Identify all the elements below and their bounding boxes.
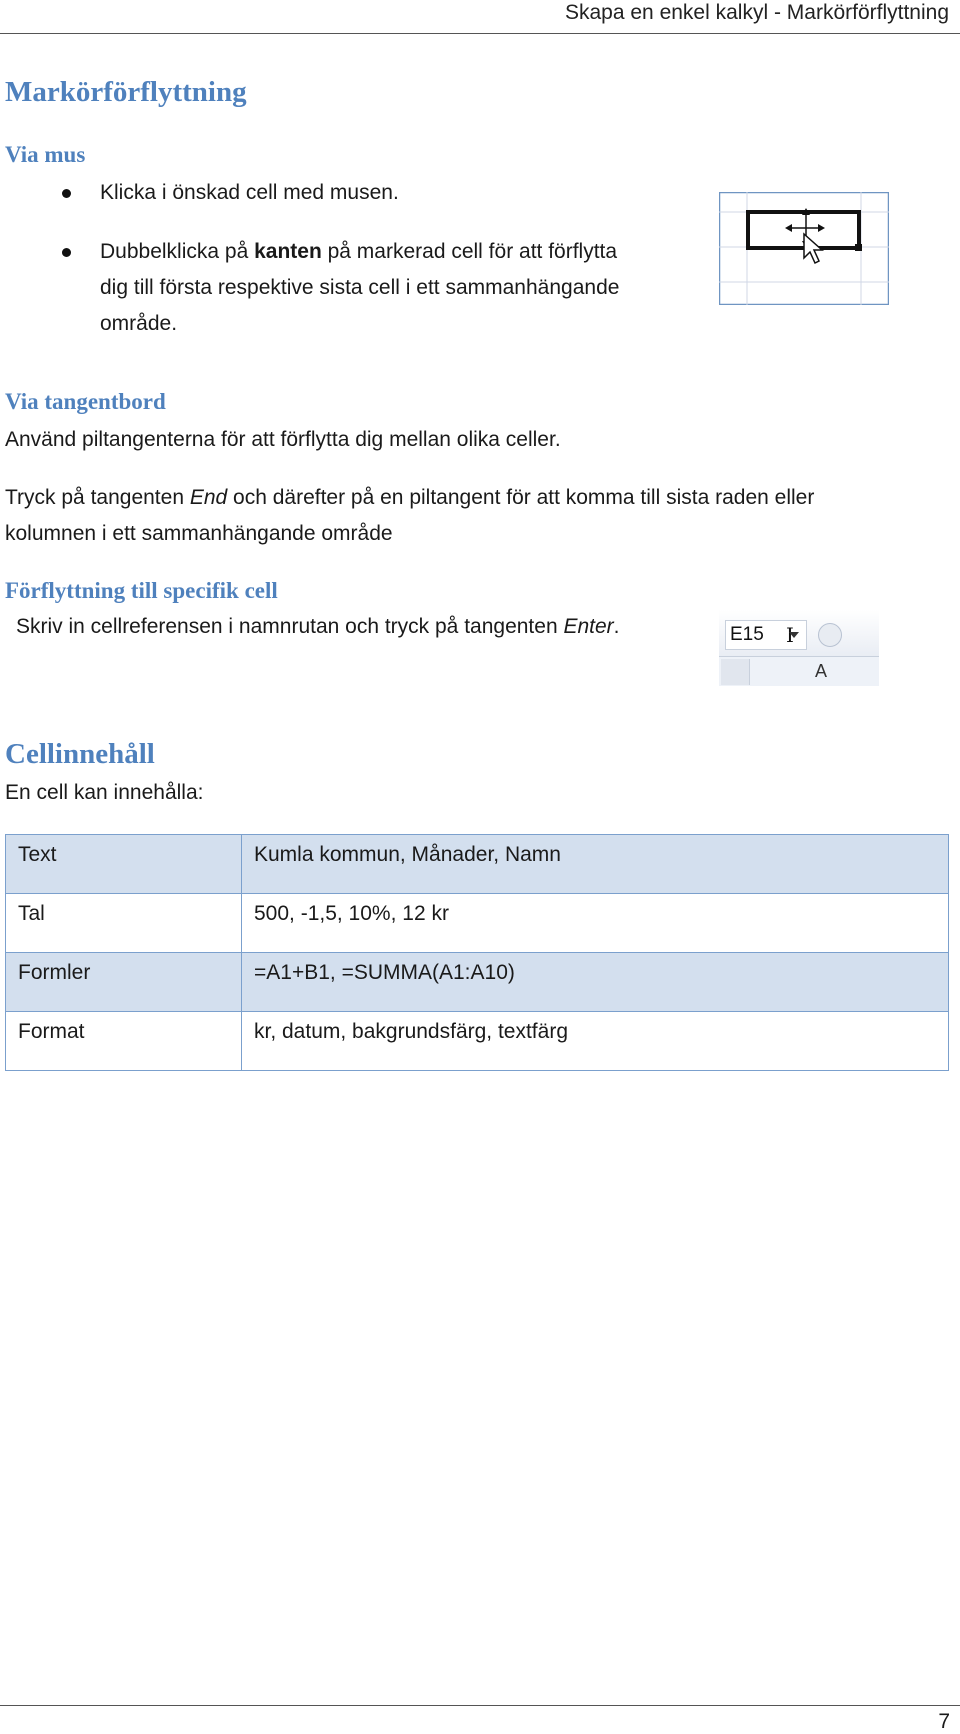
table-cell-type: Text xyxy=(6,835,242,894)
bullet2-line3: område. xyxy=(100,312,178,335)
text-cursor-icon: I xyxy=(786,623,794,647)
table-cell-examples: Kumla kommun, Månader, Namn xyxy=(242,835,949,894)
bullet2-text-post: på markerad cell för att förflytta xyxy=(321,240,618,263)
column-header-row xyxy=(719,656,879,686)
table-cell-type: Tal xyxy=(6,894,242,953)
bullet-dot xyxy=(62,248,71,257)
cell-border-image xyxy=(719,192,889,310)
keyboard-text-pre: Tryck på tangenten xyxy=(5,486,190,509)
page-number: 7 xyxy=(938,1710,950,1733)
name-box-value: E15 xyxy=(730,624,764,645)
subheading-via-mus: Via mus xyxy=(5,142,86,167)
subheading-specifik-cell: Förflyttning till specifik cell xyxy=(5,578,278,603)
header-divider xyxy=(0,33,960,34)
subheading-via-tangentbord: Via tangentbord xyxy=(5,389,166,414)
table-cell-type: Formler xyxy=(6,953,242,1012)
specific-cell-paragraph xyxy=(16,609,620,645)
bullet-item-1: Klicka i önskad cell med musen. xyxy=(100,181,399,204)
cell-content-table xyxy=(5,834,949,1071)
table-cell-type: Format xyxy=(6,1012,242,1071)
bullet2-text-bold: kanten xyxy=(254,240,322,263)
table-cell-examples: =A1+B1, =SUMMA(A1:A10) xyxy=(242,953,949,1012)
column-header-a: A xyxy=(815,661,828,681)
keyboard-paragraph-2 xyxy=(5,480,814,516)
table-row xyxy=(6,894,949,953)
keyboard-paragraph-1: Använd piltangenterna för att förflytta dig mellan olika celler. xyxy=(5,428,561,451)
section-heading-markorforflyttning: Markörförflyttning xyxy=(5,76,247,108)
keyboard-paragraph-3: kolumnen i ett sammanhängande område xyxy=(5,522,393,545)
keyboard-text-italic: End xyxy=(189,486,228,509)
running-header: Skapa en enkel kalkyl - Markörförflyttning xyxy=(565,1,949,24)
scroll-circle-icon xyxy=(818,623,842,647)
select-all-corner xyxy=(721,659,750,685)
bullet2-line2: dig till första respektive sista cell i ett sammanhängande xyxy=(100,276,620,299)
section-heading-cellinnehall: Cellinnehåll xyxy=(5,738,155,770)
bullet-item-2 xyxy=(100,234,690,342)
cell-content-intro: En cell kan innehålla: xyxy=(5,781,204,804)
footer-divider xyxy=(0,1705,960,1706)
table-row xyxy=(6,835,949,894)
specific-text-post: . xyxy=(613,615,620,638)
name-box-image xyxy=(719,610,879,686)
table-row xyxy=(6,953,949,1012)
specific-text-pre: Skriv in cellreferensen i namnrutan och tryck på tangenten xyxy=(16,615,564,638)
table-cell-examples: 500, -1,5, 10%, 12 kr xyxy=(242,894,949,953)
keyboard-text-post: och därefter på en piltangent för att komma till sista raden eller xyxy=(227,486,815,509)
dropdown-arrow-icon xyxy=(789,632,799,638)
bullet2-text-pre: Dubbelklicka på xyxy=(100,240,255,263)
table-row xyxy=(6,1012,949,1071)
table-cell-examples: kr, datum, bakgrundsfärg, textfärg xyxy=(242,1012,949,1071)
bullet-dot xyxy=(62,189,71,198)
specific-text-italic: Enter xyxy=(563,615,614,638)
